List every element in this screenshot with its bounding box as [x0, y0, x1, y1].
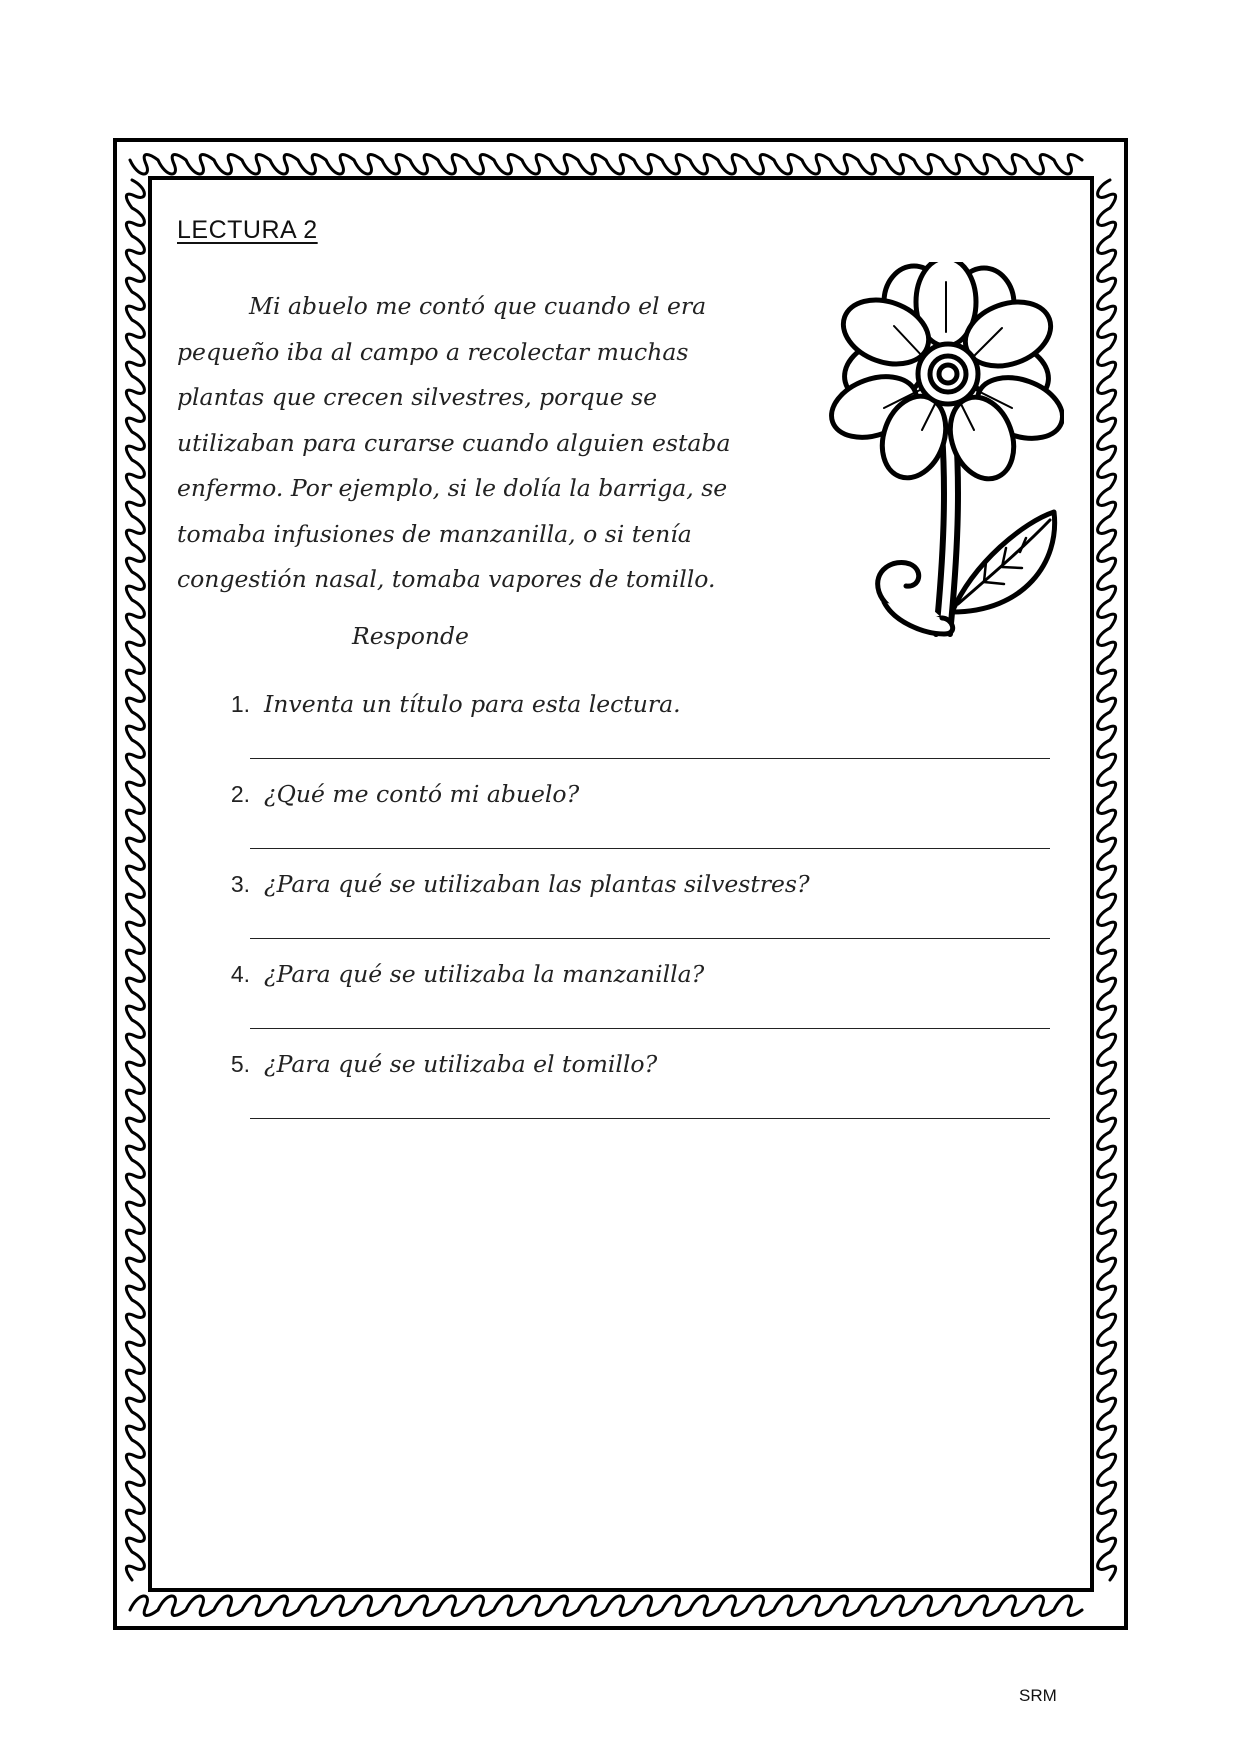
question-text: ¿Para qué se utilizaba el tomillo?: [264, 1050, 658, 1078]
question-item: [210, 780, 1050, 808]
flower-icon: [824, 262, 1064, 652]
question-text: ¿Para qué se utilizaba la manzanilla?: [264, 960, 705, 988]
story-line: utilizaban para curarse cuando alguien estaba: [177, 428, 731, 457]
answer-line[interactable]: [250, 938, 1050, 939]
answer-line[interactable]: [250, 848, 1050, 849]
reading-title: LECTURA 2: [177, 216, 318, 244]
answer-line[interactable]: [250, 1028, 1050, 1029]
story-line: enfermo. Por ejemplo, si le dolía la barriga, se: [177, 474, 728, 502]
story-line: congestión nasal, tomaba vapores de tomillo.: [177, 565, 716, 593]
question-item: [210, 690, 1050, 718]
question-text: Inventa un título para esta lectura.: [264, 690, 681, 718]
question-number: 1.: [230, 691, 250, 717]
question-number: 2.: [230, 781, 250, 807]
answer-line[interactable]: [250, 1118, 1050, 1119]
question-number: 4.: [230, 961, 250, 987]
answer-line[interactable]: [250, 758, 1050, 759]
question-number: 3.: [230, 871, 250, 897]
story-line: pequeño iba al campo a recolectar muchas: [177, 337, 689, 366]
question-item: [210, 1050, 1050, 1078]
responde-heading: Responde: [352, 622, 469, 650]
story-line: Mi abuelo me contó que cuando el era: [249, 292, 707, 320]
question-number: 5.: [230, 1051, 250, 1077]
question-text: ¿Qué me contó mi abuelo?: [264, 780, 580, 808]
question-text: ¿Para qué se utilizaban las plantas silvestres?: [264, 870, 810, 898]
question-item: [210, 870, 1050, 898]
story-line: plantas que crecen silvestres, porque se: [177, 383, 658, 411]
question-item: [210, 960, 1050, 988]
story-line: tomaba infusiones de manzanilla, o si tenía: [177, 519, 692, 548]
reading-text: [177, 284, 797, 603]
author-initials: SRM: [1019, 1686, 1057, 1705]
